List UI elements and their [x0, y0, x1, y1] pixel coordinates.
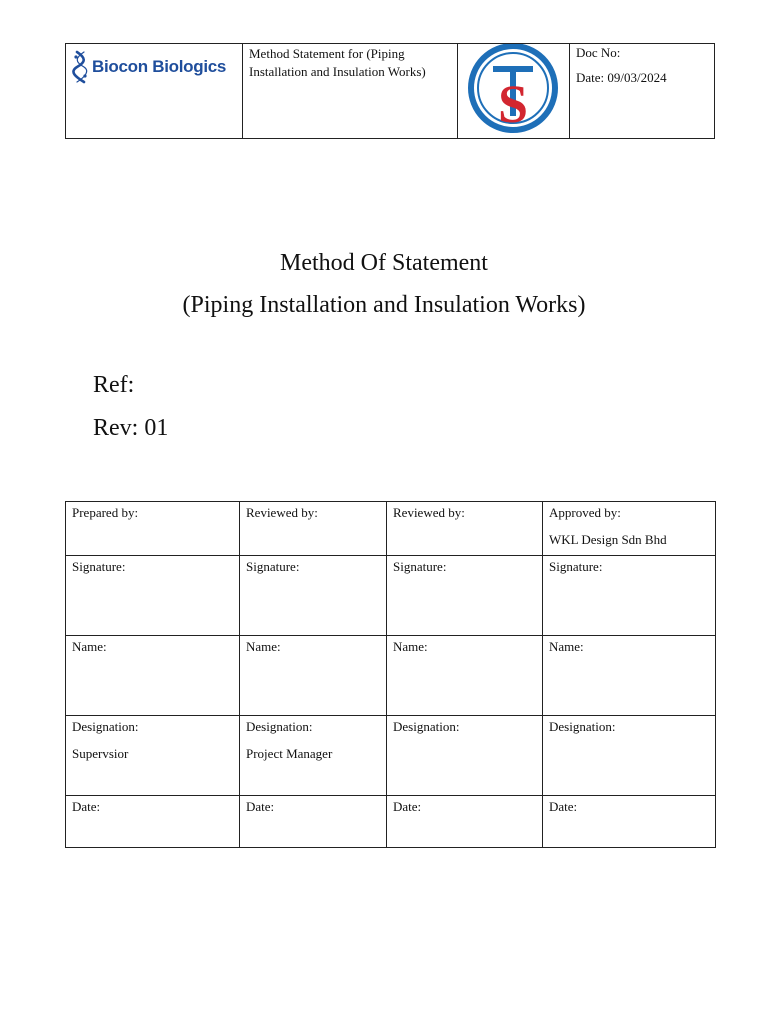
- table-cell: [387, 796, 543, 848]
- table-row: [66, 556, 716, 636]
- cell-label: Signature:: [72, 559, 126, 574]
- emblem-cell: [458, 44, 570, 139]
- table-cell: [387, 716, 543, 796]
- table-cell: [66, 796, 240, 848]
- table-cell: [387, 556, 543, 636]
- doc-info-cell: [570, 44, 715, 139]
- cell-label: Name:: [549, 639, 584, 654]
- table-cell: [543, 716, 716, 796]
- table-cell: [66, 716, 240, 796]
- brand-name-1: Biocon: [92, 57, 148, 76]
- cell-label: Designation:: [72, 719, 139, 734]
- table-cell: [543, 796, 716, 848]
- cell-value: WKL Design Sdn Bhd: [549, 532, 667, 547]
- cell-label: Signature:: [549, 559, 603, 574]
- cell-label: Reviewed by:: [393, 505, 465, 520]
- cell-label: Signature:: [246, 559, 300, 574]
- ts-emblem-logo: [458, 44, 569, 133]
- brand-name-2: Biologics: [152, 57, 227, 76]
- cell-value: Project Manager: [246, 746, 333, 761]
- cell-label: Date:: [549, 799, 578, 814]
- table-cell: [240, 716, 387, 796]
- table-cell: [543, 502, 716, 556]
- cell-label: Designation:: [549, 719, 616, 734]
- table-row: [66, 636, 716, 716]
- document-title: Method Of Statement: [280, 250, 488, 276]
- brand-logo-cell: [66, 44, 243, 139]
- table-cell: [240, 636, 387, 716]
- approval-table: [65, 501, 716, 848]
- cell-label: Date:: [72, 799, 101, 814]
- cell-label: Prepared by:: [72, 505, 139, 520]
- header-title-cell: [243, 44, 458, 139]
- cell-label: Designation:: [393, 719, 460, 734]
- header-table: [65, 43, 715, 139]
- cell-label: Designation:: [246, 719, 313, 734]
- table-cell: [240, 796, 387, 848]
- doc-date: Date: 09/03/2024: [576, 70, 667, 85]
- cell-label: Reviewed by:: [246, 505, 318, 520]
- doc-no-label: Doc No:: [576, 45, 621, 60]
- cell-label: Approved by:: [549, 505, 621, 520]
- table-cell: [543, 556, 716, 636]
- dna-helix-icon: [72, 50, 90, 84]
- table-cell: [66, 556, 240, 636]
- table-row: [66, 716, 716, 796]
- table-cell: [543, 636, 716, 716]
- emblem-letter-s: S: [497, 74, 529, 133]
- table-row: [66, 502, 716, 556]
- ref-label: Ref:: [93, 372, 135, 398]
- table-cell: [240, 556, 387, 636]
- table-cell: [240, 502, 387, 556]
- table-cell: [66, 502, 240, 556]
- table-cell: [66, 636, 240, 716]
- table-cell: [387, 636, 543, 716]
- cell-label: Name:: [72, 639, 107, 654]
- rev-label: Rev: 01: [93, 415, 169, 441]
- cell-label: Date:: [246, 799, 275, 814]
- cell-label: Name:: [246, 639, 281, 654]
- cell-value: Supervsior: [72, 746, 129, 761]
- table-row: [66, 796, 716, 848]
- header-title: Method Statement for (Piping Installation and Insulation Works): [249, 46, 426, 79]
- cell-label: Signature:: [393, 559, 447, 574]
- cell-label: Date:: [393, 799, 422, 814]
- biocon-logo: [72, 50, 226, 84]
- table-cell: [387, 502, 543, 556]
- document-subtitle: (Piping Installation and Insulation Works): [182, 292, 586, 318]
- cell-label: Name:: [393, 639, 428, 654]
